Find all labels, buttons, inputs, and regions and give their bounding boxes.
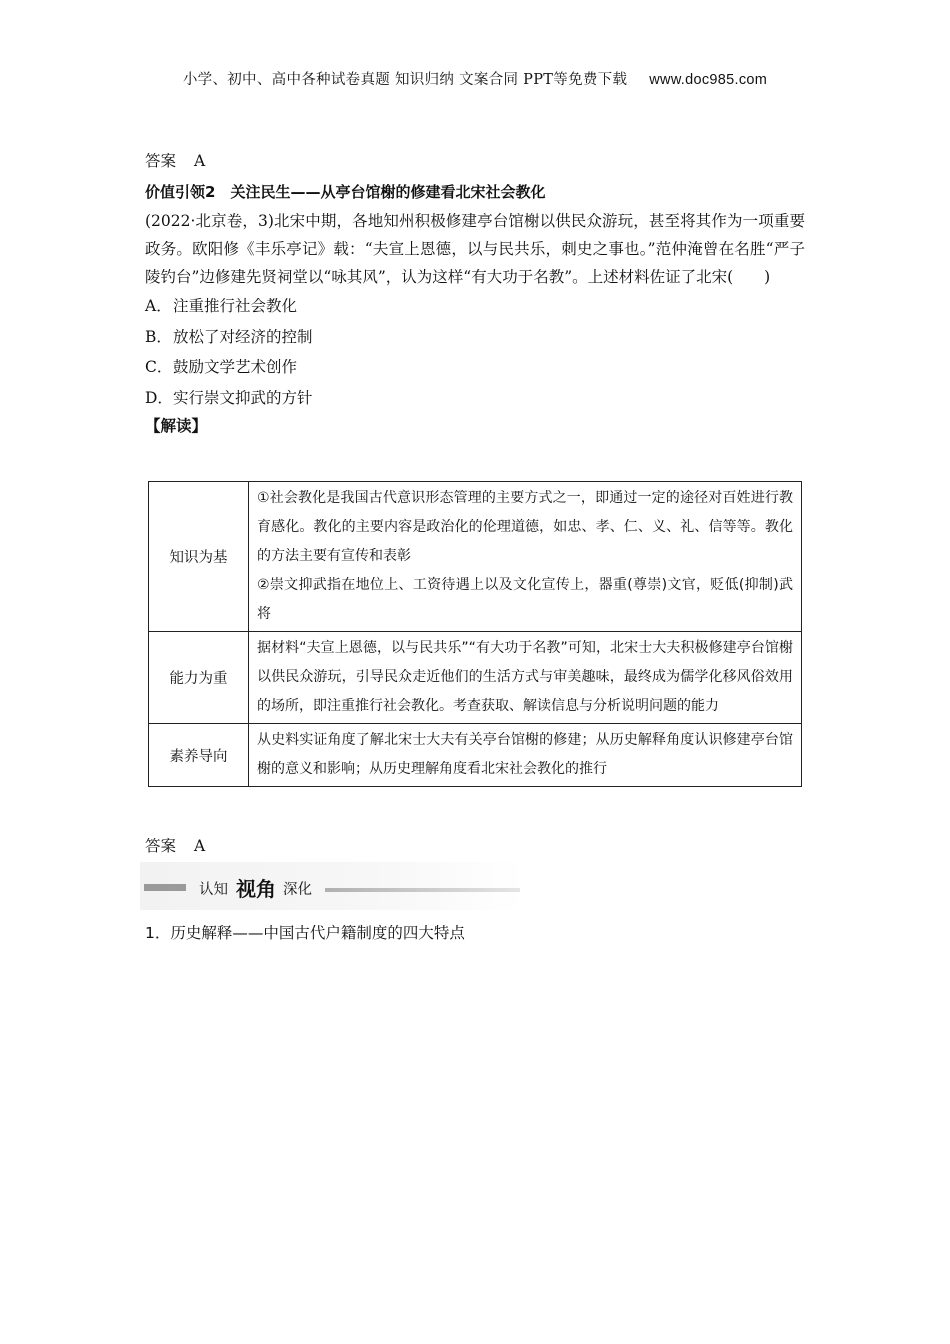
row-line: 据材料“夫宣上恩德，以与民共乐”“有大功于名教”可知，北宋士大夫积极修建亭台馆榭以供民众游玩，引导民众走近他们的生活方式与审美趣味，最终成为儒学化移风俗效用的场所，即注重推行社会教化。考查获取、解读信息与分析说明问题的能力	[257, 640, 793, 714]
question-text: (2022·北京卷，3)北宋中期，各地知州积极修建亭台馆榭以供民众游玩，甚至将其作为一项重要政务。欧阳修《丰乐亭记》载：“夫宣上恩德，以与民共乐，刺史之事也。”范仲淹曾在名胜“严子陵钓台”边修建先贤祠堂以“咏其风”，认为这样“有大功于名教”。上述材料佐证了北宋( )	[145, 212, 805, 286]
row-label: 素养导向	[149, 724, 249, 787]
option-text: 放松了对经济的控制	[173, 327, 313, 346]
banner-background	[140, 862, 525, 910]
answer-label: 答案	[145, 837, 177, 855]
row-label: 能力为重	[149, 632, 249, 724]
row-line: ①社会教化是我国古代意识形态管理的主要方式之一，即通过一定的途径对百姓进行教育感化。教化的主要内容是政治化的伦理道德，如忠、孝、仁、义、礼、信等等。教化的方法主要有宣传和表彰	[257, 490, 793, 564]
table-row	[149, 482, 802, 632]
table-row	[149, 724, 802, 787]
option-c	[145, 352, 805, 383]
option-key: B．	[145, 327, 172, 346]
option-b	[145, 322, 805, 353]
header-site: www.doc985.com	[649, 72, 768, 88]
main-content	[145, 150, 805, 437]
answer-line-2	[145, 834, 205, 856]
option-d	[145, 383, 805, 414]
option-text: 实行崇文抑武的方针	[173, 388, 313, 407]
banner-bar-left	[144, 884, 186, 891]
section-banner	[140, 862, 525, 910]
jiedu-label: 【解读】	[145, 417, 208, 435]
header-text: 小学、初中、高中各种试卷真题 知识归纳 文案合同 PPT等免费下载	[182, 72, 628, 88]
analysis-table	[148, 481, 802, 787]
answer-label: 答案	[145, 152, 177, 170]
page-header	[0, 68, 950, 89]
row-body	[249, 632, 802, 724]
option-text: 鼓励文学艺术创作	[173, 358, 298, 376]
row-line: 从史料实证角度了解北宋士大夫有关亭台馆榭的修建；从历史解释角度认识修建亭台馆榭的意义和影响；从历史理解角度看北宋社会教化的推行	[257, 732, 793, 777]
answer-value: A	[194, 152, 206, 170]
option-key: D．	[145, 388, 173, 407]
value-heading: 价值引领2 关注民生——从亭台馆榭的修建看北宋社会教化	[145, 183, 546, 201]
answer-value: A	[194, 837, 206, 855]
point-heading: 1．历史解释——中国古代户籍制度的四大特点	[145, 924, 465, 942]
answer-line-1	[145, 150, 805, 172]
banner-text-3: 深化	[283, 882, 312, 898]
table-row	[149, 632, 802, 724]
option-key: A．	[145, 297, 172, 315]
row-body	[249, 482, 802, 632]
row-line: ②崇文抑武指在地位上、工资待遇上以及文化宣传上，器重(尊崇)文官，贬低(抑制)武将	[257, 577, 793, 622]
option-key: C．	[145, 358, 173, 376]
option-text: 注重推行社会教化	[173, 297, 298, 315]
row-body	[249, 724, 802, 787]
option-a	[145, 291, 805, 322]
row-label: 知识为基	[149, 482, 249, 632]
banner-text-1: 认知	[199, 882, 228, 898]
banner-bar-right	[325, 888, 520, 892]
banner-text-2: 视角	[236, 877, 276, 901]
options-list	[145, 291, 805, 413]
